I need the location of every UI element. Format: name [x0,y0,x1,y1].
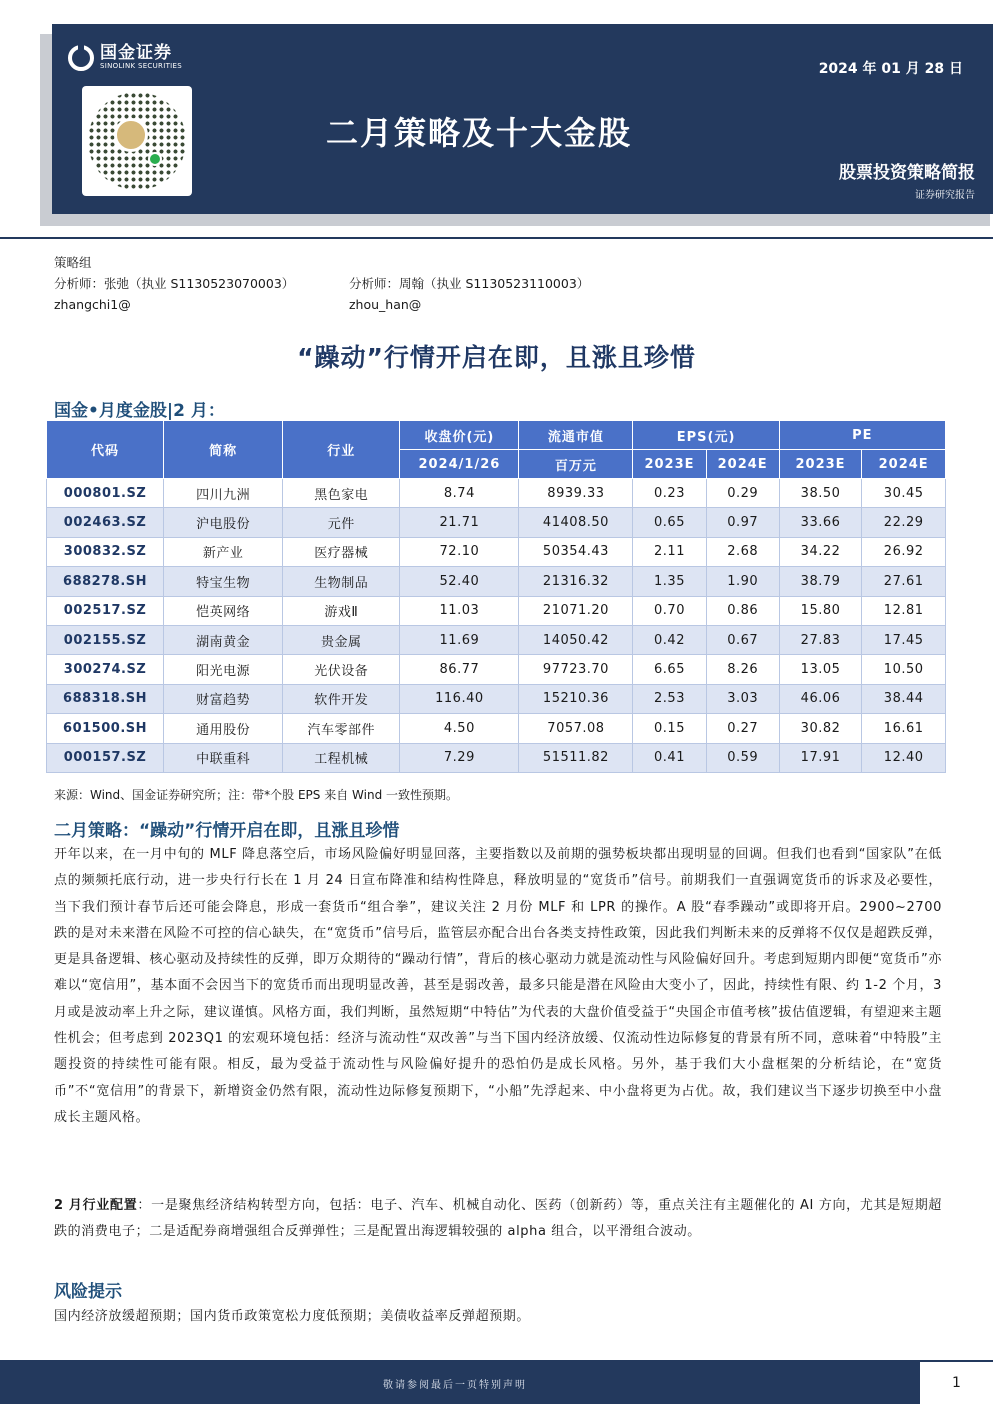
cell-cap: 41408.50 [519,508,633,537]
analyst-1-email[interactable]: zhangchi1@ [54,297,131,312]
cell-price: 11.69 [400,625,519,654]
cell-code: 000801.SZ [47,479,164,508]
cell-industry: 光伏设备 [283,655,400,684]
cell-name: 中联重科 [164,743,283,772]
cell-industry: 黑色家电 [283,479,400,508]
table-row [47,567,946,596]
table-row [47,655,946,684]
golden-stocks-table [46,420,946,773]
cell-industry: 软件开发 [283,684,400,713]
cell-eps24: 0.59 [706,743,779,772]
cell-price: 72.10 [400,537,519,566]
cell-pe23: 46.06 [779,684,862,713]
cell-code: 000157.SZ [47,743,164,772]
cell-eps24: 0.97 [706,508,779,537]
cell-code: 688318.SH [47,684,164,713]
col-header-name: 简称 [164,421,283,479]
header-divider [0,237,993,239]
col-header-eps-2023: 2023E [633,450,706,479]
cell-code: 300274.SZ [47,655,164,684]
industry-paragraph [54,1193,942,1246]
footer-disclaimer-note: 敬请参阅最后一页特别声明 [383,1380,527,1391]
cell-price: 21.71 [400,508,519,537]
table-title: 国金•月度金股|2 月： [54,401,225,421]
cell-eps24: 0.67 [706,625,779,654]
cell-eps23: 2.11 [633,537,706,566]
cell-eps23: 0.42 [633,625,706,654]
cell-code: 002463.SZ [47,508,164,537]
cell-pe23: 15.80 [779,596,862,625]
section-title-risk: 风险提示 [54,1282,122,1302]
cell-pe24: 12.40 [862,743,946,772]
report-type: 股票投资策略简报 [839,163,975,183]
cell-name: 阳光电源 [164,655,283,684]
cell-eps24: 2.68 [706,537,779,566]
cell-cap: 97723.70 [519,655,633,684]
table-row [47,479,946,508]
cell-code: 601500.SH [47,714,164,743]
table-row [47,684,946,713]
cell-industry: 汽车零部件 [283,714,400,743]
cell-price: 52.40 [400,567,519,596]
cell-code: 300832.SZ [47,537,164,566]
table-row [47,596,946,625]
company-logo [68,44,182,71]
cell-price: 11.03 [400,596,519,625]
cell-price: 116.40 [400,684,519,713]
cell-name: 恺英网络 [164,596,283,625]
cell-eps23: 0.23 [633,479,706,508]
cell-industry: 生物制品 [283,567,400,596]
table-row [47,625,946,654]
cell-pe24: 30.45 [862,479,946,508]
cell-code: 002517.SZ [47,596,164,625]
cell-name: 湖南黄金 [164,625,283,654]
cell-pe23: 33.66 [779,508,862,537]
logo-name-en: SINOLINK SECURITIES [100,62,182,70]
cell-name: 新产业 [164,537,283,566]
analyst-2: 分析师：周翰（执业 S1130523110003） [349,276,590,291]
col-header-code: 代码 [47,421,164,479]
cell-eps23: 0.41 [633,743,706,772]
col-header-close-date: 2024/1/26 [400,450,519,479]
cell-industry: 贵金属 [283,625,400,654]
cell-pe23: 30.82 [779,714,862,743]
report-date: 2024 年 01 月 28 日 [818,61,963,77]
cell-price: 8.74 [400,479,519,508]
cell-pe23: 13.05 [779,655,862,684]
logo-icon [68,45,94,71]
cell-pe23: 38.50 [779,479,862,508]
industry-text: ：一是聚焦经济结构转型方向，包括：电子、汽车、机械自动化、医药（创新药）等，重点关注有主题催化的 AI 方向，尤其是短期超跌的消费电子；二是适配券商增强组合反弹弹性；三是配置出海逻辑较强的 alpha 组合，以平滑组合波动。 [54,1198,943,1240]
cell-eps24: 0.29 [706,479,779,508]
cell-cap: 14050.42 [519,625,633,654]
cell-eps23: 0.15 [633,714,706,743]
logo-name-cn: 国金证券 [100,43,172,63]
col-header-eps-2024: 2024E [706,450,779,479]
cell-cap: 50354.43 [519,537,633,566]
cell-eps24: 1.90 [706,567,779,596]
cell-price: 7.29 [400,743,519,772]
col-header-eps: EPS(元) [633,421,779,450]
analyst-2-email[interactable]: zhou_han@ [349,297,422,312]
col-header-pe: PE [779,421,945,450]
cell-cap: 51511.82 [519,743,633,772]
table-row [47,714,946,743]
report-title: 二月策略及十大金股 [326,114,633,152]
cell-eps23: 2.53 [633,684,706,713]
cell-eps23: 1.35 [633,567,706,596]
table-row [47,743,946,772]
analyst-1: 分析师：张弛（执业 S1130523070003） [54,276,295,291]
cell-cap: 15210.36 [519,684,633,713]
table-source-note: 来源：Wind、国金证券研究所；注：带*个股 EPS 来自 Wind 一致性预期。 [54,788,459,802]
col-header-mkt-cap-unit: 百万元 [519,450,633,479]
cell-eps24: 8.26 [706,655,779,684]
col-header-industry: 行业 [283,421,400,479]
cell-name: 特宝生物 [164,567,283,596]
header-banner [52,24,993,214]
cell-pe24: 27.61 [862,567,946,596]
cell-industry: 游戏Ⅱ [283,596,400,625]
cell-pe24: 22.29 [862,508,946,537]
section-title-strategy: 二月策略：“躁动”行情开启在即，且涨且珍惜 [54,821,400,841]
col-header-close-price: 收盘价(元) [400,421,519,450]
cell-pe24: 10.50 [862,655,946,684]
cell-pe24: 38.44 [862,684,946,713]
col-header-mkt-cap: 流通市值 [519,421,633,450]
risk-paragraph: 国内经济放缓超预期；国内货币政策宽松力度低预期；美债收益率反弹超预期。 [54,1309,531,1324]
cell-pe24: 12.81 [862,596,946,625]
report-category: 证券研究报告 [915,190,975,201]
strategy-paragraph: 开年以来，在一月中旬的 MLF 降息落空后，市场风险偏好明显回落，主要指数以及前期的强势板块都出现明显的回调。但我们也看到“国家队”在低点的频频托底行动，进一步央行行长在 1 月 24 日宣布降准和结构性降息，释放明显的“宽货币”信号。前期我们一直强调宽货币的诉求及必要性，当下我们预计春节后还可能会降息，形成一套货币“组合拳”，建议关注 2 月份 MLF 和 LPR 的操作。A 股“春季躁动”或即将开启。2900~2700 跌的是对未来潜在风险不可控的信心缺失，在“宽货币”信号后，监管层亦配合出台各类支持性政策，因此我们判断未来的反弹将不仅仅是超跌反弹，更是具备逻辑、核心驱动及持续性的反弹，即万众期待的“躁动行情”，背后的核心驱动力就是流动性与风险偏好回升。考虑到短期内即便“宽货币”亦难以“宽信用”，基本面不会因当下的宽货币而出现明显改善，甚至是弱改善，最多只能是潜在风险由大变小了，因此，持续性有限、约 1-2 个月，3 月或是波动率上升之际，建议谨慎。风格方面，我们判断，虽然短期“中特估”为代表的大盘价值受益于“央国企市值考核”拔估值逻辑，有望迎来主题性机会；但考虑到 2023Q1 的宏观环境包括：经济与流动性“双改善”与当下国内经济放缓、仅流动性边际修复的背景有所不同，意味着“中特股”主题投资的持续性可能有限。相反，最为受益于流动性与风险偏好提升的恐怕仍是成长风格。另外，基于我们大小盘框架的分析结论，在“宽货币”不“宽信用”的背景下，新增资金仍然有限，流动性边际修复预期下，“小船”先浮起来、中小盘将更为占优。故，我们建议当下逐步切换至中小盘成长主题风格。 [54,847,942,1125]
cell-price: 86.77 [400,655,519,684]
cell-pe23: 38.79 [779,567,862,596]
cell-name: 通用股份 [164,714,283,743]
author-block [54,252,589,315]
cell-eps24: 3.03 [706,684,779,713]
cell-pe23: 27.83 [779,625,862,654]
page-number: 1 [920,1362,993,1404]
cell-pe24: 26.92 [862,537,946,566]
cell-cap: 8939.33 [519,479,633,508]
cell-cap: 21316.32 [519,567,633,596]
team-name: 策略组 [54,255,92,270]
cell-name: 四川九洲 [164,479,283,508]
cell-pe24: 17.45 [862,625,946,654]
cell-code: 002155.SZ [47,625,164,654]
col-header-pe-2024: 2024E [862,450,946,479]
qr-code-image [82,86,192,196]
cell-industry: 工程机械 [283,743,400,772]
cell-pe23: 17.91 [779,743,862,772]
mini-program-icon [148,152,162,166]
cell-industry: 元件 [283,508,400,537]
col-header-pe-2023: 2023E [779,450,862,479]
cell-industry: 医疗器械 [283,537,400,566]
table-row [47,508,946,537]
cell-name: 财富趋势 [164,684,283,713]
cell-price: 4.50 [400,714,519,743]
report-headline: “躁动”行情开启在即，且涨且珍惜 [297,343,696,372]
cell-cap: 21071.20 [519,596,633,625]
cell-cap: 7057.08 [519,714,633,743]
cell-name: 沪电股份 [164,508,283,537]
cell-eps24: 0.86 [706,596,779,625]
cell-code: 688278.SH [47,567,164,596]
cell-pe23: 34.22 [779,537,862,566]
cell-eps23: 0.65 [633,508,706,537]
qr-code-logo [114,118,148,152]
cell-eps23: 6.65 [633,655,706,684]
cell-eps23: 0.70 [633,596,706,625]
industry-label: 2 月行业配置 [54,1198,138,1213]
cell-pe24: 16.61 [862,714,946,743]
cell-eps24: 0.27 [706,714,779,743]
table-row [47,537,946,566]
